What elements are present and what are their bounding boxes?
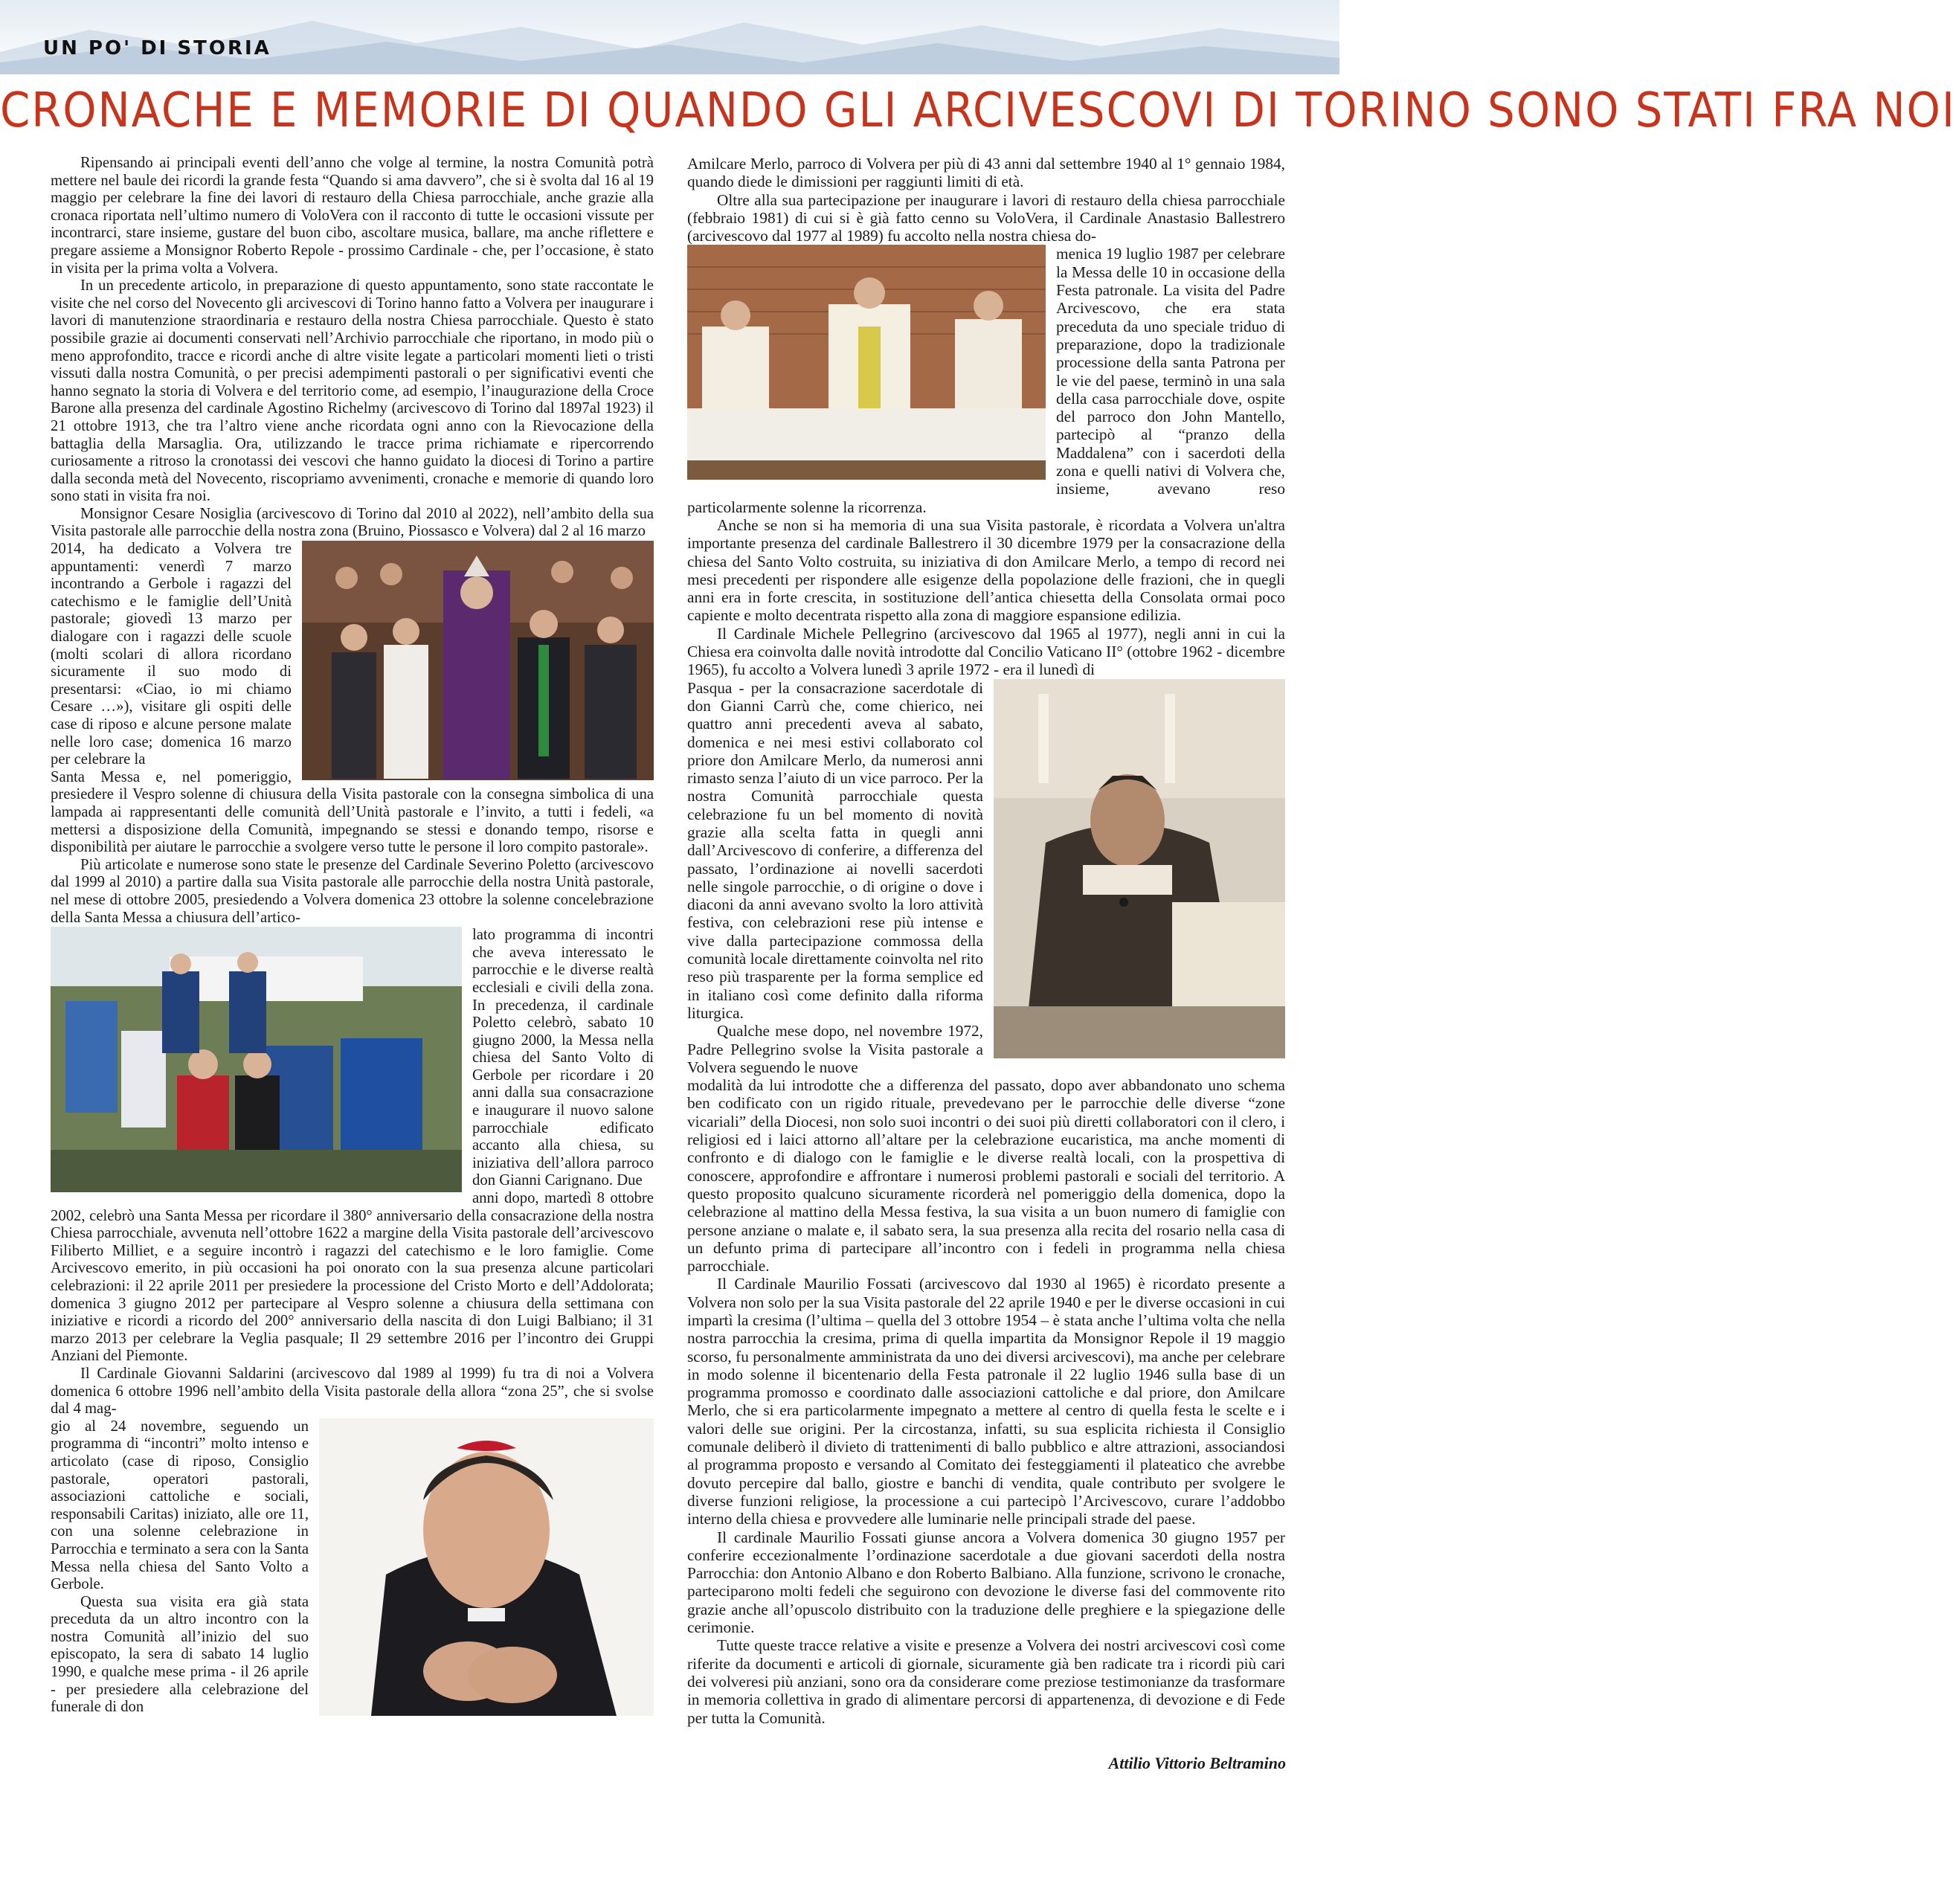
nosiglia-group-photo bbox=[302, 541, 654, 780]
left-paragraph-2: In un precedente articolo, in preparazione di questo appuntamento, sono state raccontate le visite che nel corso del Novecento gli arcivescovi di Torino hanno fatto a Volvera per inaugurare i lavori di manutenzione straordinaria e restauro della nostra Chiesa parrocchiale. Questo è stato possibile grazie ai documenti conservati nell’Archivio parrocchiale che riportano, in modo più o meno approfondito, tracce e ricordi anche di altre visite legate a particolari momenti lieti o tristi vissuti dalla nostra Comunità, o per precisi adempimenti pastorali o per significativi eventi che hanno segnato la storia di Volvera e del territorio come, ad esempio, l’inaugurazione della Croce Barone alla presenza del cardinale Agostino Richelmy (arcivescovo di Torino dal 1897al 1923) il 21 ottobre 1913, che tra l’altro viene anche ricordata ogni anno con la Rievocazione della battaglia della Marsaglia. Ora, utilizzando le tracce prima richiamate e ripercorrendo curiosamente a ritroso la cronotassi dei vescovi che hanno guidato la diocesi di Torino a partire dalla seconda metà del Novecento, riscopriamo avvenimenti, cronache e memorie di quando loro sono stati in visita fra noi. bbox=[51, 277, 654, 505]
poletto-photo bbox=[51, 927, 462, 1192]
left-paragraph-6: Questa sua visita era già stata preceduta da un altro incontro con la nostra Comunità all’inizio del suo episcopato, la sera di sabato 14 luglio 1990, e qualche mese prima - il 26 aprile - per presiedere alla celebrazione del funerale di don bbox=[51, 1593, 309, 1716]
right-paragraph-2: Oltre alla sua partecipazione per inaugurare i lavori di restauro della chiesa parrocchiale (febbraio 1981) di cui si è già fatto cenno su VoloVera, il Cardinale Anastasio Ballestrero (arcivescovo dal 1977 al 1989) fu accolto nella nostra chiesa do- bbox=[687, 190, 1285, 245]
pellegrino-photo-block bbox=[687, 679, 1285, 1077]
author-signature: Attilio Vittorio Beltramino bbox=[1108, 1754, 1286, 1772]
left-paragraph-3-wrap: 2014, ha dedicato a Volvera tre appuntamenti: venerdì 7 marzo incontrando a Gerbole i ragazzi del catechismo e le famiglie dell’Unità pastorale; giovedì 13 marzo per dialogare con i ragazzi delle scuole (molti scolari di allora ricordano sicuramente il suo modo di presentarsi: «Ciao, io mi chiamo Cesare …»), visitare gli ospiti delle case di riposo e alcune persone malate nelle loro case; domenica 16 marzo per celebrare la bbox=[51, 541, 292, 768]
pellegrino-mass-photo bbox=[994, 679, 1285, 1058]
left-paragraph-1: Ripensando ai principali eventi dell’anno che volge al termine, la nostra Comunità potrà mettere nel baule dei ricordi la grande festa “Quando si ama davvero”, che si è svolta dal 16 al 19 maggio per celebrare la fine dei lavori di restauro della Chiesa parrocchiale, anche grazie alla cronaca riportata nell’ultimo numero di VoloVera con il racconto di tutte le occasioni vissute per incontrarci, stare insieme, gustare del buon cibo, ascoltare musica, ballare, ma anche riflettere e pregare assieme a Monsignor Roberto Repole - prossimo Cardinale - che, per l’occasione, è stato in visita per la prima volta a Volvera. bbox=[51, 155, 654, 277]
poletto-banners-photo bbox=[51, 927, 462, 1192]
left-paragraph-4: Più articolate e numerose sono state le presenze del Cardinale Severino Poletto (arcivescovo dal 1999 al 2010) a partire dalla sua Visita pastorale alle parrocchie della nostra Unità pastorale, nel mese di ottobre 2005, presiedendo a Volvera domenica 23 ottobre la solenne concelebrazione della Santa Messa a chiusura dell’artico- bbox=[51, 856, 654, 926]
right-paragraph-4-wrap: Pasqua - per la consacrazione sacerdotale di don Gianni Carrù che, come chierico, nei quattro anni precedenti aveva al sabato, domenica e nei mesi estivi collaborato col priore don Amilcare Merlo, da numerosi anni rimasto senza l’aiuto di un vice parroco. Per la nostra Comunità parrocchiale questa celebrazione fu un bel momento di novità grazie alla scelta fatta in quegli anni dall’Arcivescovo di conferire, a differenza del passato, l’ordinazione ai novelli sacerdoti nelle singole parrocchie, o di origine o dove i diaconi da anni avevano svolto la loro attività festiva, con celebrazioni rese più intense e vive dalla partecipazione commossa della comunità locale direttamente coinvolta nel rito reso più trasparente per la forma semplice ed in italiano così come definito dalla riforma liturgica. bbox=[687, 678, 983, 1022]
section-label: UN PO' DI STORIA bbox=[43, 37, 271, 60]
left-paragraph-3: Monsignor Cesare Nosiglia (arcivescovo di Torino dal 2010 al 2022), nell’ambito della sua Visita pastorale alle parrocchie della nostra zona (Bruino, Piossasco e Volvera) dal 2 al 16 marzo bbox=[51, 505, 654, 540]
ballestrero-photo-block bbox=[687, 245, 1285, 515]
left-paragraph-5-wrap: gio al 24 novembre, seguendo un programma di “incontri” molto intenso e articolato (case di riposo, Consiglio pastorale, operatori pastorali, associazioni cattoliche e sociali, responsabili Caritas) iniziato, alle ore 11, con una solenne celebrazione in Parrocchia e terminato a sera con la Santa Messa nella chiesa del Santo Volto a Gerbole. bbox=[51, 1418, 309, 1593]
right-paragraph-8: Tutte queste tracce relative a visite e presenze a Volvera dei nostri arcivescovi così come riferite da documenti e articoli di giornale, sicuramente già ben radicate tra i ricordi più cari dei volveresi più anziani, sono ora da considerare come preziose testimonianze da trasformare in memoria collettiva in grado di alimentare percorsi di appartenenza, di devozione e di Fede per tutta la Comunità. bbox=[687, 1636, 1285, 1727]
nosiglia-photo-block bbox=[51, 541, 654, 769]
pellegrino-photo bbox=[994, 679, 1285, 1058]
poletto-photo-block bbox=[51, 927, 654, 1190]
left-paragraph-4-wrap: lato programma di incontri che aveva interessato le parrocchie e le diverse realtà ecclesiali e civili della zona. In precedenza, il cardinale Poletto celebrò, sabato 10 giugno 2000, la Messa nella chiesa del Santo Volto di Gerbole per ricordare i 20 anni dalla sua consacrazione e inaugurare il nuovo salone parrocchiale edificato accanto alla chiesa, su iniziativa dell’allora parroco don Gianni Carignano. Due bbox=[472, 927, 654, 1189]
right-paragraph-6: Il Cardinale Maurilio Fossati (arcivescovo dal 1930 al 1965) è ricordato presente a Volvera non solo per la sua Visita pastorale del 22 aprile 1940 e per le diverse occasioni in cui impartì la cresima (l’ultima – quella del 3 ottobre 1954 – è stata anche l’ultima volta che nella nostra parrocchia la cresima, prima di quella impartita da Monsignor Repole il 19 maggio scorso, fu personalmente amministrata da uno dei diversi arcivescovi), ma anche per celebrare in modo solenne il bicentenario della Festa patronale il 22 luglio 1946 sulla base di un programma promosso e coordinato dalle associazioni cattoliche e dal priore, don Amilcare Merlo, che si era particolarmente impegnato a mettere al centro di quella festa le scelte e i valori delle sue origini. Per la circostanza, infatti, su sua esplicita richiesta il Consiglio comunale deliberò il divieto di trattenimenti di ballo pubblico e altre attrazioni, associandosi al programma proposto e versando al Comitato dei festeggiamenti il plateatico che avrebbe dovuto percepire dal ballo, giostre e banchi di vendita, quale contributo per svolgere le diverse funzioni religiose, la processione a cui partecipò l’Arcivescovo, curare l’addobbo interno della chiesa e provvedere alle luminarie nelle principali strade del paese. bbox=[687, 1275, 1285, 1528]
right-paragraph-4: Il Cardinale Michele Pellegrino (arcivescovo dal 1965 al 1977), negli anni in cui la Chiesa era coinvolta dalle novità introdotte dal Concilio Vaticano II° (ottobre 1962 - dicembre 1965), fu accolto a Volvera lunedì 3 aprile 1972 - era il lunedì di bbox=[687, 624, 1285, 679]
right-paragraph-5-tail: modalità da lui introdotte che a differenza del passato, dopo aver abbandonato uno schema ben codificato con un rigido rituale, prevedevano per le parrocchie delle diverse “zone vicariali” della Diocesi, non solo suoi incontri o dei suoi più diretti collaboratori con il clero, i religiosi ed i laici attorno all’altare per la celebrazione eucaristica, ma anche momenti di confronto e di dialogo con le famiglie e le diverse realtà locali, con la prospettiva di conoscere, approfondire e affrontare i numerosi problemi pastorali e sociali del territorio. A questo proposito qualcuno sicuramente ricorderà nel pomeriggio della domenica, dopo la celebrazione al mattino della Messa festiva, la sua visita a un buon numero di famiglie con persone anziane o malate e, il sabato sera, la sua presenza alla recita del rosario nella casa di un defunto prima di partecipare all’incontro con i fedeli in programma nella chiesa parrocchiale. bbox=[687, 1076, 1285, 1276]
left-column bbox=[51, 155, 654, 1719]
ballestrero-photo bbox=[687, 245, 1046, 480]
article-headline: CRONACHE E MEMORIE DI QUANDO GLI ARCIVESCOVI DI TORINO SONO STATI FRA NOI bbox=[0, 83, 1956, 138]
nosiglia-photo bbox=[302, 541, 654, 780]
right-paragraph-7: Il cardinale Maurilio Fossati giunse ancora a Volvera domenica 30 giugno 1957 per conferire eccezionalmente l’ordinazione sacerdotale a due giovani sacerdoti della nostra Parrocchia: don Antonio Albano e don Roberto Balbiano. Alla funzione, scrivono le cronache, parteciparono molti fedeli che seguirono con devozione le diverse fasi del commovente rito grazie anche all’opuscolo distribuito con la traduzione delle preghiere e la spiegazione delle cerimonie. bbox=[687, 1528, 1285, 1637]
left-paragraph-3-tail: Santa Messa e, nel pomeriggio, presiedere il Vespro solenne di chiusura della Visita pastorale con la consegna simbolica di una lampada ai rappresentanti delle comunità dell’Unità pastorale e l’invito, a tutti i fedeli, «a mettersi a disposizione della Comunità, impegnando se stessi e donando tempo, risorse e disponibilità per aiutare le parrocchie a svolgere verso tutte le persone il loro compito pastorale». bbox=[51, 768, 654, 856]
right-column bbox=[687, 155, 1285, 1727]
saldarini-portrait-photo bbox=[319, 1418, 654, 1716]
right-paragraph-3: Anche se non si ha memoria di una sua Visita pastorale, è ricordata a Volvera un'altra importante presenza del cardinale Ballestrero il 30 dicembre 1979 per la consacrazione della chiesa del Santo Volto costruita, su iniziativa di don Amilcare Merlo, a tempo di record nei mesi precedenti per rispondere alle esigenze della popolazione delle frazioni, che in quegli anni era in forte crescita, in sostituzione dell’antica chiesetta della Consolata ormai poco capiente e molto decentrata rispetto alla zona di maggiore espansione edilizia. bbox=[687, 515, 1285, 625]
saldarini-photo bbox=[319, 1418, 654, 1716]
ballestrero-altar-photo bbox=[687, 245, 1046, 480]
right-paragraph-1: Amilcare Merlo, parroco di Volvera per più di 43 anni dal settembre 1940 al 1° gennaio 1984, quando diede le dimissioni per raggiunti limiti di età. bbox=[687, 155, 1285, 191]
right-paragraph-2-wrap: menica 19 luglio 1987 per celebrare la Messa delle 10 in occasione della Festa patronale. La visita del Padre Arcivescovo, che era stata preceduta da uno speciale triduo di preparazione, dopo la tradizionale processione della santa Patrona per le vie del paese, terminò in una sala della casa parrocchiale dove, ospite del parroco don John Mantello, partecipò al “pranzo della Maddalena” con i sacerdoti della zona e quelli nativi di Volvera che, insieme, avevano reso particolarmente solenne la ricorrenza. bbox=[687, 245, 1285, 516]
saldarini-photo-block bbox=[51, 1418, 654, 1717]
left-paragraph-4-tail: anni dopo, martedì 8 ottobre 2002, celebrò una Santa Messa per ricordare il 380° anniversario della consacrazione della nostra Chiesa parrocchiale, avvenuta nell’ottobre 1622 a margine della Visita pastorale dell’arcivescovo Filiberto Milliet, e a seguire incontrò i ragazzi del catechismo e le loro famiglie. Come Arcivescovo emerito, in più occasioni ha poi onorato con la sua presenza alcune particolari celebrazioni: il 22 aprile 2011 per presiedere la processione del Cristo Morto e dell’Addolorata; domenica 3 giugno 2012 per partecipare al Vespro solenne a chiusura della settimana con iniziative e ricordi a ricordo del 200° anniversario della nascita di don Luigi Balbiano; il 31 marzo 2013 per celebrare la Veglia pasquale; Il 29 settembre 2016 per l’incontro dei Gruppi Anziani del Piemonte. bbox=[51, 1190, 654, 1365]
right-paragraph-5-wrap: Qualche mese dopo, nel novembre 1972, Padre Pellegrino svolse la Visita pastorale a Volvera seguendo le nuove bbox=[687, 1022, 983, 1076]
left-paragraph-5: Il Cardinale Giovanni Saldarini (arcivescovo dal 1989 al 1999) fu tra di noi a Volvera domenica 6 ottobre 1996 nell’ambito della Visita pastorale della allora “zona 25”, che si svolse dal 4 mag- bbox=[51, 1365, 654, 1418]
